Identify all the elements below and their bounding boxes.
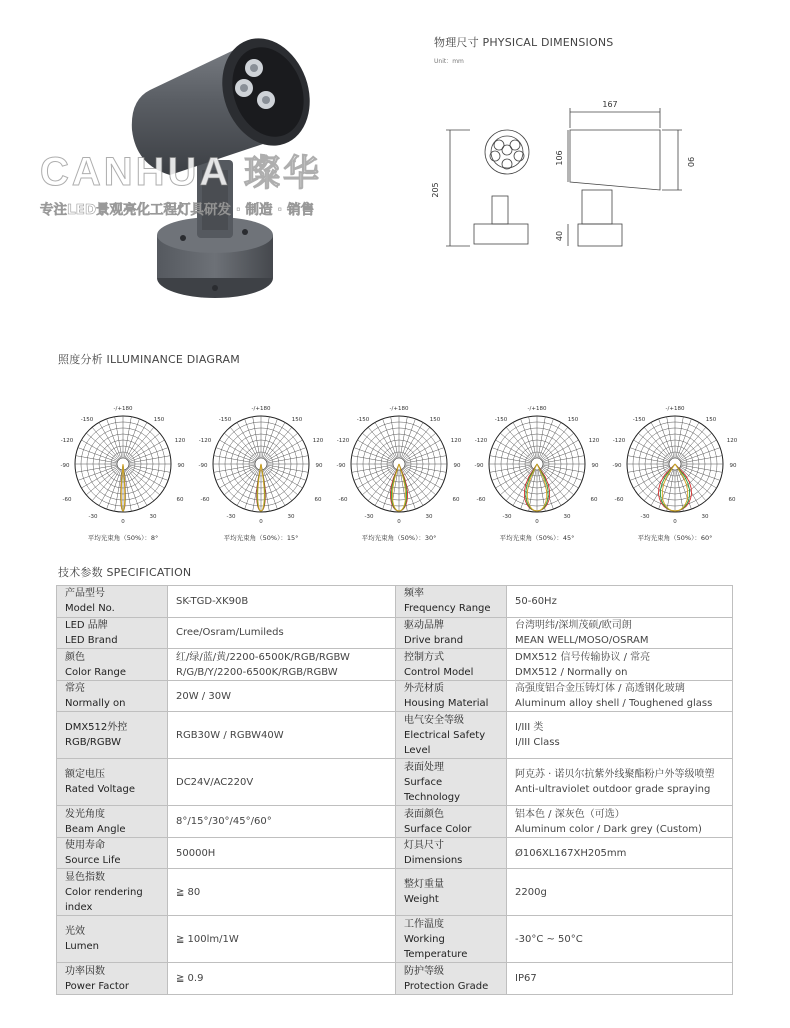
polar-tick-label: -150 [632,417,646,423]
polar-spoke [541,427,568,459]
spec-label-text: 发光角度 [65,808,105,820]
spec-label-text: DMX512外控 [65,722,128,734]
spec-value [168,963,396,995]
polar-spoke [679,427,706,459]
polar-spoke [263,419,277,458]
spec-label [396,916,507,963]
polar-tick-label: 30 [287,514,295,520]
spec-value-text: Ø106XL167XH205mm [515,847,627,859]
polar-spoke [107,470,121,509]
polar-tick-label: -150 [494,417,508,423]
polar-tick-label: 60 [176,497,184,503]
polar-spoke [681,466,720,480]
spec-value [168,680,396,712]
polar-spoke [638,433,670,460]
polar-spoke [677,419,691,458]
spec-value [507,586,733,618]
spec-value-text: IP67 [515,973,537,985]
polar-tick-label: 120 [174,438,186,444]
polar-spoke [630,466,669,480]
spec-row [57,617,733,649]
spec-label [396,869,507,916]
product-photo [40,20,400,320]
polar-chart [472,404,602,529]
spec-label [57,837,168,869]
polar-tick-label: 120 [588,438,600,444]
spec-label-text: 灯具尺寸 [404,840,444,852]
polar-tick-label: -120 [60,438,74,444]
beam-caption: 平均光束角（50%）：15° [223,534,299,542]
dimensions-title: 物理尺寸 PHYSICAL DIMENSIONS [434,36,614,49]
polar-tick-label: 150 [705,417,717,423]
polar-spoke [128,433,160,460]
spec-label-text: 表面颜色 [404,808,444,820]
spec-value-text: RGB30W / RGBW40W [176,729,284,741]
polar-spoke [78,466,117,480]
polar-spoke [506,427,533,459]
polar-chart [196,404,326,529]
spec-value [168,916,396,963]
polar-chart [58,404,188,529]
spec-value-text: -30°C ~ 50°C [515,933,583,945]
polar-spoke [78,448,117,462]
polar-tick-label: 60 [314,497,322,503]
spec-value [507,617,733,649]
polar-tick-label: -/+180 [251,406,271,412]
spec-label-text: 外壳材质 [404,683,444,695]
dim-base-height: 40 [555,230,564,242]
polar-tick-label: -60 [62,497,72,503]
polar-spoke [403,427,430,459]
spec-value [507,916,733,963]
spec-value [507,712,733,759]
spec-value-text: 50000H [176,847,216,859]
spec-label [396,617,507,649]
polar-tick-label: 30 [701,514,709,520]
polar-spoke [230,427,257,459]
polar-spoke [405,466,444,480]
polar-tick-label: 150 [291,417,303,423]
polar-spoke [681,448,720,462]
polar-tick-label: -90 [612,463,622,469]
polar-tick-label: 120 [726,438,738,444]
spec-value [507,649,733,681]
polar-tick-label: -60 [338,497,348,503]
spec-label [57,759,168,806]
spec-label-text: Housing Material [404,698,489,710]
spec-label-text: 整灯重量 [404,879,444,891]
spec-label-text: Rated Voltage [65,784,135,796]
spec-value-text: Ⅰ/III 类 Ⅰ/III Class [515,722,560,749]
spec-row [57,869,733,916]
polar-spoke [492,466,531,480]
spec-label-text: Normally on [65,698,126,710]
polar-tick-label: 150 [567,417,579,423]
polar-spoke [521,419,535,458]
polar-spoke [86,468,118,495]
spec-label-text: RGB/RGBW [65,737,122,749]
spec-value-text: ≧ 80 [176,886,201,898]
spec-value [507,869,733,916]
spec-label-text: Weight [404,894,439,906]
spec-label-text: 电气安全等级 [404,714,464,726]
polar-spoke [125,470,139,509]
polar-tick-label: 90 [177,463,185,469]
polar-spoke [266,433,298,460]
dimension-drawing [420,90,710,260]
spec-value-text: 铝本色 / 深灰色（可选） Aluminum color / Dark grey (Custom) [515,808,702,835]
spec-label-text: 颜色 [65,651,85,663]
spec-label-text: 功率因数 [65,965,105,977]
spec-label [57,806,168,838]
polar-tick-label: -30 [226,514,236,520]
polar-tick-label: 0 [535,519,539,525]
spec-row [57,680,733,712]
spec-label-text: 常亮 [65,683,85,695]
spec-value [507,680,733,712]
spec-value [168,649,396,681]
polar-spoke [401,419,415,458]
dim-length: 167 [602,100,618,109]
spec-value [507,759,733,806]
polar-tick-label: 0 [259,519,263,525]
spec-label-text: Surface Color [404,823,472,835]
spec-value [507,806,733,838]
polar-tick-label: -150 [218,417,232,423]
polar-spoke [216,466,255,480]
polar-tick-label: 60 [590,497,598,503]
brand-watermark [40,145,380,196]
polar-spoke [267,466,306,480]
spec-row [57,712,733,759]
spec-value-text: Cree/Osram/Lumileds [176,627,284,639]
polar-tick-label: 0 [397,519,401,525]
polar-spoke [404,433,436,460]
polar-spoke [362,433,394,460]
spec-value [168,759,396,806]
spec-label-text: 防护等级 [404,965,444,977]
polar-spoke [500,433,532,460]
spec-label-text: Control Model [404,666,474,678]
polar-tick-label: 120 [450,438,462,444]
polar-tick-label: -30 [88,514,98,520]
polar-tick-label: 0 [673,519,677,525]
spec-value-text: DC24V/AC220V [176,776,254,788]
polar-spoke [265,469,292,501]
polar-tick-label: 30 [563,514,571,520]
polar-spoke [644,427,671,459]
spec-label [396,837,507,869]
spec-value-text: DMX512 信号传输协议 / 常亮 DMX512 / Normally on [515,651,651,678]
spec-value-text: SK-TGD-XK90B [176,595,249,607]
polar-spoke [125,419,139,458]
spec-label [57,617,168,649]
spec-value-text: 8°/15°/30°/45°/60° [176,816,272,828]
unit-label: Unit：mm [434,58,464,65]
spec-label-text: Dimensions [404,855,463,867]
polar-diagram-8 [58,404,188,542]
spec-label [57,680,168,712]
spec-value-text: 阿克苏 · 诺贝尔抗紫外线聚酯粉户外等级喷塑 Anti-ultraviolet outdoor grade spraying [515,769,715,796]
spec-label [57,649,168,681]
polar-tick-label: -60 [476,497,486,503]
polar-spoke [127,427,154,459]
polar-tick-label: 30 [425,514,433,520]
spec-label-text: Color rendering index [65,886,143,913]
polar-chart [334,404,464,529]
spec-value [507,963,733,995]
beam-caption: 平均光束角（50%）：60° [637,534,713,542]
dim-total-height: 205 [431,182,440,198]
spec-row [57,806,733,838]
spec-label-text: Color Range [65,666,126,678]
spec-value-text: 20W / 30W [176,690,231,702]
polar-spoke [368,427,395,459]
spec-label [396,759,507,806]
polar-spoke [638,468,670,495]
spec-label-text: 产品型号 [65,588,105,600]
spec-label-text: Frequency Range [404,603,491,615]
spec-label [57,916,168,963]
spec-label [396,806,507,838]
polar-spoke [354,448,393,462]
polar-tick-label: -150 [80,417,94,423]
brand-name: CANHUA [40,150,230,194]
polar-tick-label: 60 [452,497,460,503]
polar-tick-label: -/+180 [665,406,685,412]
spec-label-text: 表面处理 [404,761,444,773]
spec-label-text: Power Factor [65,980,130,992]
spec-value [507,837,733,869]
illuminance-title: 照度分析 ILLUMINANCE DIAGRAM [58,353,240,366]
spec-value-text: 红/绿/蓝/黄/2200-6500K/RGB/RGBW R/G/B/Y/2200-6500K/RGB/RGBW [176,651,350,678]
polar-tick-label: -30 [364,514,374,520]
spec-label-text: 光效 [65,926,85,938]
polar-tick-label: 60 [728,497,736,503]
polar-spoke [127,469,154,501]
polar-tick-label: -120 [336,438,350,444]
polar-tick-label: 90 [315,463,323,469]
spec-label-text: 驱动品牌 [404,619,444,631]
polar-spoke [539,419,553,458]
beam-caption: 平均光束角（50%）：30° [361,534,437,542]
polar-spoke [107,419,121,458]
spec-label [396,680,507,712]
polar-spoke [216,448,255,462]
spec-label-text: Model No. [65,603,115,615]
spec-value [168,806,396,838]
polar-tick-label: -30 [640,514,650,520]
polar-tick-label: -90 [60,463,70,469]
spec-row [57,963,733,995]
polar-spoke [543,466,582,480]
spec-row [57,837,733,869]
spec-label-text: LED Brand [65,634,118,646]
spec-label-text: 显色指数 [65,871,105,883]
polar-spoke [404,468,436,495]
spec-label [396,963,507,995]
beam-caption: 平均光束角（50%）：45° [499,534,575,542]
polar-spoke [506,469,533,501]
polar-diagram-45 [472,404,602,542]
polar-spoke [542,433,574,460]
spec-label-text: 使用寿命 [65,840,105,852]
spec-label [396,712,507,759]
polar-tick-label: 90 [453,463,461,469]
spec-label-text: LED 品牌 [65,619,108,631]
polar-spoke [245,419,259,458]
dim-head-height: 106 [555,150,564,166]
spec-label [57,712,168,759]
polar-diagram-30 [334,404,464,542]
polar-spoke [128,468,160,495]
spec-label [396,649,507,681]
polar-spoke [92,469,119,501]
polar-spoke [92,427,119,459]
polar-spoke [265,427,292,459]
spec-label-text: 额定电压 [65,769,105,781]
spec-label [57,869,168,916]
spec-label-text: Protection Grade [404,980,489,992]
polar-tick-label: -90 [474,463,484,469]
polar-tick-label: 0 [121,519,125,525]
spec-label-text: 工作温度 [404,918,444,930]
polar-spoke [230,469,257,501]
beam-caption: 平均光束角（50%）：8° [87,534,159,542]
polar-tick-label: -60 [614,497,624,503]
polar-spoke [680,433,712,460]
polar-spoke [630,448,669,462]
polar-tick-label: -90 [198,463,208,469]
polar-spoke [659,419,673,458]
spec-value [168,617,396,649]
polar-spoke [266,468,298,495]
spec-label-text: Drive brand [404,634,464,646]
polar-spoke [543,448,582,462]
polar-spoke [86,433,118,460]
polar-spoke [405,448,444,462]
spec-value-text: 2200g [515,886,547,898]
polar-tick-label: 90 [729,463,737,469]
polar-spoke [354,466,393,480]
brand-slogan: 专注LED景观亮化工程灯具研发 · 制造 · 销售 [40,202,315,218]
spec-row [57,759,733,806]
polar-diagram-15 [196,404,326,542]
polar-chart [610,404,740,529]
spec-label [57,963,168,995]
polar-tick-label: 90 [591,463,599,469]
spec-row [57,916,733,963]
spec-value [168,837,396,869]
polar-spoke [680,468,712,495]
spec-label-text: Surface Technology [404,776,461,803]
polar-tick-label: -/+180 [527,406,547,412]
polar-spoke [383,419,397,458]
polar-spoke [492,448,531,462]
spec-label-text: Source Life [65,855,121,867]
polar-tick-label: -/+180 [113,406,133,412]
spec-value-text: ≧ 100lm/1W [176,933,239,945]
polar-spoke [541,469,568,501]
spec-value [168,869,396,916]
spec-label-text: 频率 [404,588,424,600]
spec-label-text: Lumen [65,941,99,953]
polar-tick-label: -30 [502,514,512,520]
polar-tick-label: 30 [149,514,157,520]
polar-tick-label: -/+180 [389,406,409,412]
polar-diagram-60 [610,404,740,542]
polar-tick-label: -120 [612,438,626,444]
polar-tick-label: 120 [312,438,324,444]
polar-spoke [362,468,394,495]
spec-title: 技术参数 SPECIFICATION [58,566,192,579]
spec-value-text: 高强度铝合金压铸灯体 / 高透钢化玻璃 Aluminum alloy shell / Toughened glass [515,683,713,710]
spec-label-text: Beam Angle [65,823,126,835]
polar-spoke [267,448,306,462]
polar-tick-label: -90 [336,463,346,469]
spec-value [168,586,396,618]
spec-label-text: Electrical Safety Level [404,729,486,756]
polar-tick-label: 150 [153,417,165,423]
polar-spoke [224,433,256,460]
spec-value-text: 50-60Hz [515,595,557,607]
spec-label-text: Working Temperature [404,933,468,960]
polar-spoke [224,468,256,495]
dim-head-front: 90 [686,156,695,168]
spec-label-text: 控制方式 [404,651,444,663]
illuminance-diagrams [58,404,738,549]
polar-spoke [129,466,168,480]
spec-value [168,712,396,759]
spec-label [396,586,507,618]
spec-row [57,649,733,681]
spec-row [57,586,733,618]
polar-tick-label: -120 [474,438,488,444]
polar-spoke [129,448,168,462]
polar-tick-label: -60 [200,497,210,503]
polar-tick-label: 150 [429,417,441,423]
spec-table [56,585,733,995]
brand-name-cn: 璨华 [243,152,322,193]
polar-tick-label: -120 [198,438,212,444]
polar-tick-label: -150 [356,417,370,423]
spec-label [57,586,168,618]
spec-value-text: ≧ 0.9 [176,973,204,985]
spec-value-text: 台湾明纬/深圳茂硕/欧司朗 MEAN WELL/MOSO/OSRAM [515,619,649,646]
